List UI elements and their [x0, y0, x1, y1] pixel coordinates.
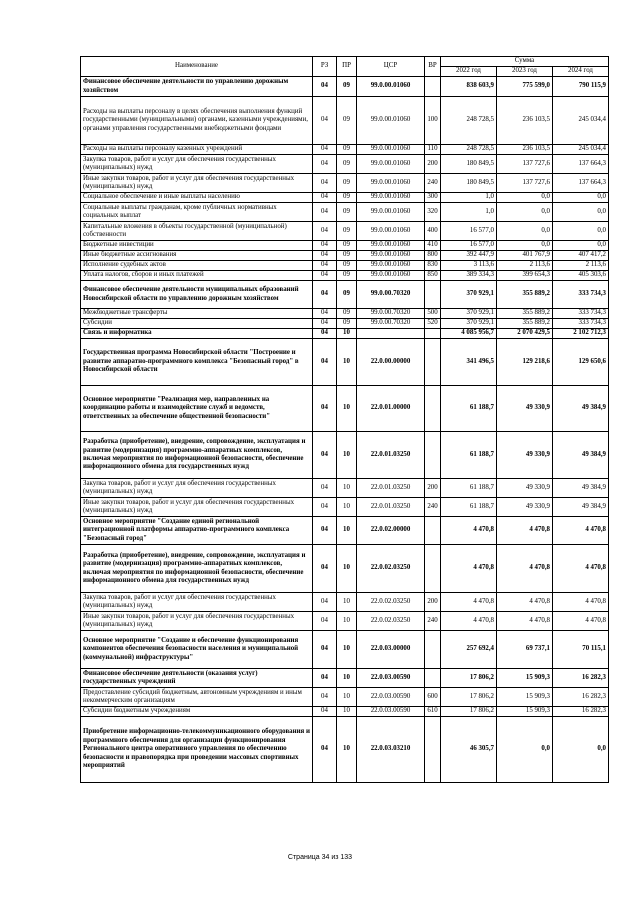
row-vr: 800: [425, 251, 441, 261]
row-sum-2024: 70 115,1: [553, 631, 609, 669]
row-sum-2024: 49 384,9: [553, 432, 609, 479]
row-sum-2024: 0,0: [553, 241, 609, 251]
row-sum-2024: 16 282,3: [553, 669, 609, 688]
row-vr: 100: [425, 97, 441, 145]
row-sum-2022: 370 929,1: [441, 281, 497, 309]
row-rz: 04: [313, 261, 337, 271]
row-sum-2023: 49 330,9: [497, 386, 553, 432]
row-sum-2022: 1,0: [441, 193, 497, 203]
row-csr: 99.0.00.01060: [357, 97, 425, 145]
row-sum-2023: 137 727,6: [497, 155, 553, 174]
row-sum-2024: 4 470,8: [553, 612, 609, 631]
table-row: [81, 271, 609, 281]
row-sum-2024: 333 734,3: [553, 309, 609, 319]
row-sum-2023: 4 470,8: [497, 545, 553, 593]
row-vr: 240: [425, 498, 441, 517]
row-pr: 09: [337, 319, 357, 329]
row-csr: 99.0.00.01060: [357, 145, 425, 155]
row-sum-2023: 399 654,3: [497, 271, 553, 281]
row-vr: 830: [425, 261, 441, 271]
row-name: Иные закупки товаров, работ и услуг для обеспечения государственных (муниципальных) нужд: [81, 174, 313, 193]
row-csr: 99.0.00.70320: [357, 309, 425, 319]
table-row: [81, 281, 609, 309]
row-sum-2023: 4 470,8: [497, 517, 553, 545]
row-vr: 200: [425, 155, 441, 174]
row-pr: 10: [337, 498, 357, 517]
row-vr: 300: [425, 193, 441, 203]
row-pr: 09: [337, 281, 357, 309]
row-pr: 09: [337, 309, 357, 319]
row-rz: 04: [313, 145, 337, 155]
row-vr: [425, 517, 441, 545]
row-vr: [425, 432, 441, 479]
row-vr: 240: [425, 612, 441, 631]
table-row: [81, 498, 609, 517]
table-row: [81, 386, 609, 432]
row-sum-2022: 17 806,2: [441, 669, 497, 688]
table-row: [81, 669, 609, 688]
row-name: Разработка (приобретение), внедрение, сопровождение, эксплуатация и развитие (модернизация) программно-аппаратных комплексов, включая мероприятия по информационной безопасности, обеспечение информационного обмена для государственных нужд: [81, 432, 313, 479]
row-vr: [425, 631, 441, 669]
row-name: Иные бюджетные ассигнования: [81, 251, 313, 261]
row-rz: 04: [313, 386, 337, 432]
row-rz: 04: [313, 77, 337, 97]
row-sum-2023: 15 909,3: [497, 707, 553, 717]
row-pr: 10: [337, 593, 357, 612]
row-sum-2023: 129 218,6: [497, 339, 553, 386]
row-pr: 10: [337, 669, 357, 688]
row-vr: 240: [425, 174, 441, 193]
row-name: Закупка товаров, работ и услуг для обеспечения государственных (муниципальных) нужд: [81, 479, 313, 498]
table-row: [81, 174, 609, 193]
table-row: [81, 155, 609, 174]
table-row: [81, 261, 609, 271]
table-row: [81, 319, 609, 329]
row-pr: 09: [337, 155, 357, 174]
table-row: [81, 251, 609, 261]
row-csr: 22.0.03.03210: [357, 717, 425, 783]
row-rz: 04: [313, 174, 337, 193]
row-rz: 04: [313, 612, 337, 631]
table-row: [81, 717, 609, 783]
row-sum-2024: 245 034,4: [553, 145, 609, 155]
row-sum-2022: 4 470,8: [441, 612, 497, 631]
row-rz: 04: [313, 432, 337, 479]
row-sum-2023: 49 330,9: [497, 479, 553, 498]
row-pr: 10: [337, 329, 357, 339]
row-csr: 22.0.01.00000: [357, 386, 425, 432]
row-vr: 520: [425, 319, 441, 329]
row-pr: 10: [337, 545, 357, 593]
row-csr: 99.0.00.01060: [357, 193, 425, 203]
row-rz: 04: [313, 631, 337, 669]
row-pr: 10: [337, 479, 357, 498]
row-csr: 22.0.02.03250: [357, 612, 425, 631]
row-sum-2023: 4 470,8: [497, 593, 553, 612]
row-csr: [357, 329, 425, 339]
row-rz: 04: [313, 498, 337, 517]
row-name: Межбюджетные трансферты: [81, 309, 313, 319]
table-row: [81, 309, 609, 319]
budget-table: [80, 56, 609, 783]
row-csr: 22.0.02.03250: [357, 545, 425, 593]
row-vr: [425, 545, 441, 593]
row-pr: 09: [337, 241, 357, 251]
row-csr: 99.0.00.01060: [357, 261, 425, 271]
row-sum-2022: 1,0: [441, 203, 497, 222]
row-sum-2024: 49 384,9: [553, 479, 609, 498]
row-name: Финансовое обеспечение деятельности муниципальных образований Новосибирской области по управлению дорожным хозяйством: [81, 281, 313, 309]
table-row: [81, 479, 609, 498]
row-name: Расходы на выплаты персоналу казенных учреждений: [81, 145, 313, 155]
row-rz: 04: [313, 669, 337, 688]
row-rz: 04: [313, 717, 337, 783]
row-csr: 99.0.00.01060: [357, 174, 425, 193]
row-sum-2023: 0,0: [497, 241, 553, 251]
row-name: Предоставление субсидий бюджетным, автономным учреждениям и иным некоммерческим организациям: [81, 688, 313, 707]
row-sum-2024: 790 115,9: [553, 77, 609, 97]
header-pr: ПР: [337, 57, 357, 77]
table-row: [81, 631, 609, 669]
row-sum-2022: 248 728,5: [441, 145, 497, 155]
row-sum-2022: 370 929,1: [441, 309, 497, 319]
row-sum-2023: 775 599,0: [497, 77, 553, 97]
row-name: Иные закупки товаров, работ и услуг для обеспечения государственных (муниципальных) нужд: [81, 498, 313, 517]
row-sum-2022: 4 470,8: [441, 517, 497, 545]
row-pr: 09: [337, 97, 357, 145]
row-rz: 04: [313, 309, 337, 319]
row-sum-2023: 355 889,2: [497, 281, 553, 309]
row-rz: 04: [313, 203, 337, 222]
row-name: Финансовое обеспечение деятельности (оказания услуг) государственных учреждений: [81, 669, 313, 688]
row-vr: [425, 669, 441, 688]
row-name: Исполнение судебных актов: [81, 261, 313, 271]
table-row: [81, 241, 609, 251]
row-sum-2023: 137 727,6: [497, 174, 553, 193]
row-pr: 10: [337, 517, 357, 545]
row-sum-2024: 137 664,3: [553, 155, 609, 174]
row-sum-2022: 248 728,5: [441, 97, 497, 145]
row-rz: 04: [313, 545, 337, 593]
row-sum-2023: 69 737,1: [497, 631, 553, 669]
table-row: [81, 517, 609, 545]
row-rz: 04: [313, 517, 337, 545]
row-sum-2023: 355 889,2: [497, 309, 553, 319]
row-sum-2024: 137 664,3: [553, 174, 609, 193]
row-csr: 99.0.00.70320: [357, 281, 425, 309]
row-rz: 04: [313, 281, 337, 309]
row-rz: 04: [313, 688, 337, 707]
row-rz: 04: [313, 251, 337, 261]
row-vr: [425, 329, 441, 339]
row-sum-2022: 3 113,6: [441, 261, 497, 271]
row-pr: 10: [337, 707, 357, 717]
row-sum-2024: 49 384,9: [553, 498, 609, 517]
row-name: Основное мероприятие "Создание и обеспечение функционирования компонентов обеспечения безопасности населения и муниципальной (коммунальной) инфраструктуры": [81, 631, 313, 669]
row-sum-2024: 333 734,3: [553, 319, 609, 329]
row-vr: [425, 281, 441, 309]
row-sum-2024: 129 650,6: [553, 339, 609, 386]
page-footer: Страница 34 из 133: [287, 854, 353, 861]
row-name: Связь и информатика: [81, 329, 313, 339]
row-sum-2022: 61 188,7: [441, 386, 497, 432]
row-sum-2023: 355 889,2: [497, 319, 553, 329]
row-name: Разработка (приобретение), внедрение, сопровождение, эксплуатация и развитие (модернизация) программно-аппаратных комплексов, включая мероприятия по информационной безопасности, обеспечение информационного обмена для государственных нужд: [81, 545, 313, 593]
row-rz: 04: [313, 193, 337, 203]
table-row: [81, 203, 609, 222]
row-sum-2023: 0,0: [497, 222, 553, 241]
row-name: Субсидии бюджетным учреждениям: [81, 707, 313, 717]
row-csr: 22.0.01.03250: [357, 479, 425, 498]
row-pr: 09: [337, 174, 357, 193]
row-pr: 09: [337, 145, 357, 155]
header-name: Наименование: [81, 57, 313, 77]
row-name: Социальное обеспечение и иные выплаты населению: [81, 193, 313, 203]
row-sum-2022: 61 188,7: [441, 479, 497, 498]
row-sum-2022: 4 085 956,7: [441, 329, 497, 339]
row-csr: 99.0.00.01060: [357, 77, 425, 97]
table-row: [81, 432, 609, 479]
row-vr: 400: [425, 222, 441, 241]
row-name: Бюджетные инвестиции: [81, 241, 313, 251]
row-sum-2024: 4 470,8: [553, 593, 609, 612]
row-rz: 04: [313, 241, 337, 251]
table-row: [81, 77, 609, 97]
row-sum-2022: 61 188,7: [441, 498, 497, 517]
row-sum-2024: 407 417,2: [553, 251, 609, 261]
row-pr: 10: [337, 688, 357, 707]
row-csr: 22.0.03.00590: [357, 669, 425, 688]
row-vr: 850: [425, 271, 441, 281]
row-pr: 09: [337, 261, 357, 271]
row-vr: 200: [425, 479, 441, 498]
row-sum-2022: 370 929,1: [441, 319, 497, 329]
row-name: Капитальные вложения в объекты государственной (муниципальной) собственности: [81, 222, 313, 241]
row-name: Закупка товаров, работ и услуг для обеспечения государственных (муниципальных) нужд: [81, 155, 313, 174]
table-row: [81, 329, 609, 339]
row-sum-2023: 2 113,6: [497, 261, 553, 271]
header-year-2022: 2022 год: [441, 67, 497, 77]
row-rz: 04: [313, 479, 337, 498]
row-csr: 99.0.00.01060: [357, 203, 425, 222]
row-sum-2023: 0,0: [497, 193, 553, 203]
row-pr: 10: [337, 386, 357, 432]
row-sum-2023: 49 330,9: [497, 432, 553, 479]
header-year-2024: 2024 год: [553, 67, 609, 77]
row-sum-2022: 16 577,0: [441, 222, 497, 241]
row-name: Субсидии: [81, 319, 313, 329]
row-name: Социальные выплаты гражданам, кроме публичных нормативных социальных выплат: [81, 203, 313, 222]
row-sum-2024: 245 034,4: [553, 97, 609, 145]
table-row: [81, 707, 609, 717]
row-sum-2023: 0,0: [497, 717, 553, 783]
row-csr: 99.0.00.01060: [357, 155, 425, 174]
row-vr: 110: [425, 145, 441, 155]
row-sum-2023: 15 909,3: [497, 669, 553, 688]
row-sum-2022: 16 577,0: [441, 241, 497, 251]
table-row: [81, 593, 609, 612]
row-vr: 610: [425, 707, 441, 717]
row-rz: 04: [313, 329, 337, 339]
row-sum-2023: 236 103,5: [497, 145, 553, 155]
row-sum-2022: 180 849,5: [441, 174, 497, 193]
row-sum-2022: 257 692,4: [441, 631, 497, 669]
row-csr: 22.0.01.03250: [357, 432, 425, 479]
row-sum-2024: 16 282,3: [553, 688, 609, 707]
row-pr: 09: [337, 203, 357, 222]
row-rz: 04: [313, 97, 337, 145]
row-sum-2024: 405 303,6: [553, 271, 609, 281]
row-rz: 04: [313, 271, 337, 281]
row-sum-2022: 17 806,2: [441, 688, 497, 707]
table-row: [81, 97, 609, 145]
header-vr: ВР: [425, 57, 441, 77]
row-sum-2022: 61 188,7: [441, 432, 497, 479]
row-csr: 22.0.02.00000: [357, 517, 425, 545]
row-sum-2024: 2 102 712,3: [553, 329, 609, 339]
row-name: Иные закупки товаров, работ и услуг для обеспечения государственных (муниципальных) нужд: [81, 612, 313, 631]
header-csr: ЦСР: [357, 57, 425, 77]
row-sum-2022: 180 849,5: [441, 155, 497, 174]
row-csr: 22.0.00.00000: [357, 339, 425, 386]
row-sum-2022: 389 334,3: [441, 271, 497, 281]
row-csr: 22.0.01.03250: [357, 498, 425, 517]
header-year-2023: 2023 год: [497, 67, 553, 77]
row-rz: 04: [313, 707, 337, 717]
row-vr: [425, 77, 441, 97]
row-csr: 22.0.02.03250: [357, 593, 425, 612]
row-pr: 10: [337, 717, 357, 783]
header-rz: РЗ: [313, 57, 337, 77]
row-sum-2024: 4 470,8: [553, 545, 609, 593]
table-row: [81, 545, 609, 593]
row-sum-2022: 838 603,9: [441, 77, 497, 97]
row-sum-2024: 49 384,9: [553, 386, 609, 432]
row-vr: [425, 339, 441, 386]
row-csr: 99.0.00.01060: [357, 241, 425, 251]
row-vr: 410: [425, 241, 441, 251]
row-rz: 04: [313, 222, 337, 241]
row-vr: 200: [425, 593, 441, 612]
budget-table-sheet: [80, 56, 608, 783]
row-sum-2023: 49 330,9: [497, 498, 553, 517]
row-name: Основное мероприятие "Создание единой региональной интеграционной платформы аппаратно-программного комплекса "Безопасный город": [81, 517, 313, 545]
row-pr: 10: [337, 631, 357, 669]
table-row: [81, 339, 609, 386]
row-sum-2024: 333 734,3: [553, 281, 609, 309]
table-row: [81, 145, 609, 155]
header-sum: Сумма: [441, 57, 609, 67]
row-sum-2022: 46 305,7: [441, 717, 497, 783]
row-sum-2024: 0,0: [553, 717, 609, 783]
row-rz: 04: [313, 155, 337, 174]
row-name: Приобретение информационно-телекоммуникационного оборудования и программного обеспечения для организации функционирования Регионального центра оперативного управления по обеспечению безопасности и правопорядка при проведении массовых спортивных мероприятий: [81, 717, 313, 783]
row-sum-2024: 2 113,6: [553, 261, 609, 271]
row-vr: 320: [425, 203, 441, 222]
row-name: Государственная программа Новосибирской области "Построение и развитие аппаратно-программного комплекса "Безопасный город" в Новосибирской области: [81, 339, 313, 386]
row-sum-2022: 4 470,8: [441, 593, 497, 612]
row-sum-2023: 2 070 429,5: [497, 329, 553, 339]
row-vr: 600: [425, 688, 441, 707]
row-name: Закупка товаров, работ и услуг для обеспечения государственных (муниципальных) нужд: [81, 593, 313, 612]
row-sum-2024: 0,0: [553, 203, 609, 222]
row-csr: 22.0.03.00590: [357, 707, 425, 717]
row-sum-2024: 4 470,8: [553, 517, 609, 545]
row-sum-2024: 0,0: [553, 222, 609, 241]
row-vr: 500: [425, 309, 441, 319]
header-row: [81, 57, 609, 67]
table-row: [81, 612, 609, 631]
row-sum-2023: 4 470,8: [497, 612, 553, 631]
row-csr: 99.0.00.01060: [357, 271, 425, 281]
row-rz: 04: [313, 593, 337, 612]
row-sum-2024: 16 282,3: [553, 707, 609, 717]
row-pr: 09: [337, 271, 357, 281]
row-vr: [425, 717, 441, 783]
row-csr: 22.0.03.00590: [357, 688, 425, 707]
table-row: [81, 193, 609, 203]
row-pr: 09: [337, 77, 357, 97]
row-pr: 09: [337, 222, 357, 241]
row-sum-2022: 392 447,9: [441, 251, 497, 261]
row-sum-2022: 341 496,5: [441, 339, 497, 386]
row-csr: 99.0.00.01060: [357, 251, 425, 261]
row-sum-2022: 4 470,8: [441, 545, 497, 593]
row-pr: 09: [337, 251, 357, 261]
row-pr: 10: [337, 612, 357, 631]
row-pr: 10: [337, 432, 357, 479]
row-pr: 10: [337, 339, 357, 386]
row-pr: 09: [337, 193, 357, 203]
row-name: Расходы на выплаты персоналу в целях обеспечения выполнения функций государственными (муниципальными) органами, казенными учреждениями, органами управления государственными внебюджетными фондами: [81, 97, 313, 145]
row-sum-2023: 15 909,3: [497, 688, 553, 707]
row-name: Финансовое обеспечение деятельности по управлению дорожным хозяйством: [81, 77, 313, 97]
row-rz: 04: [313, 319, 337, 329]
row-sum-2023: 236 103,5: [497, 97, 553, 145]
row-sum-2023: 401 767,9: [497, 251, 553, 261]
table-row: [81, 222, 609, 241]
row-rz: 04: [313, 339, 337, 386]
row-name: Основное мероприятие "Реализация мер, направленных на координацию работы и взаимодействие служб и ведомств, ответственных за обеспечение общественной безопасности": [81, 386, 313, 432]
table-row: [81, 688, 609, 707]
row-csr: 22.0.03.00000: [357, 631, 425, 669]
row-csr: 99.0.00.70320: [357, 319, 425, 329]
row-sum-2022: 17 806,2: [441, 707, 497, 717]
row-sum-2024: 0,0: [553, 193, 609, 203]
row-vr: [425, 386, 441, 432]
row-name: Уплата налогов, сборов и иных платежей: [81, 271, 313, 281]
row-sum-2023: 0,0: [497, 203, 553, 222]
row-csr: 99.0.00.01060: [357, 222, 425, 241]
